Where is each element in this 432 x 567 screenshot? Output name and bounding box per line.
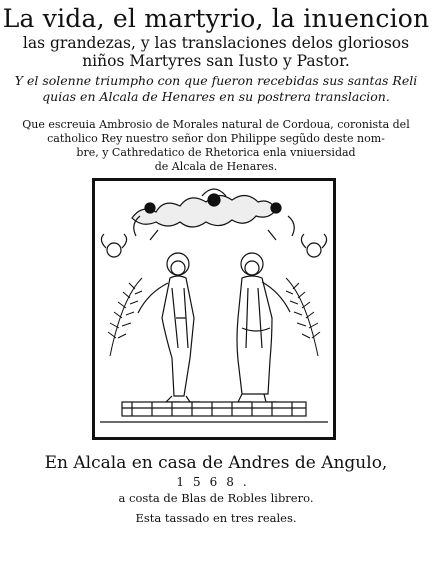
woodcut-illustration [92, 178, 336, 440]
title-line-2: las grandezas, y las translaciones delos gloriosos [22, 34, 410, 52]
author-line-4: de Alcala de Henares. [154, 160, 278, 173]
author-line-1: Que escreuia Ambrosio de Morales natural de Cordoua, coronista del [22, 118, 410, 131]
imprint-price: Esta tassado en tres reales. [135, 511, 297, 525]
author-line-3: bre, y Cathredatico de Rhetorica enla vniuersidad [76, 146, 356, 159]
title-line-3: niños Martyres san Iusto y Pastor. [82, 52, 350, 70]
subtitle-line-1: Y el solenne triumpho con que fueron recebidas sus santas Reli [14, 73, 418, 88]
author-line-2: catholico Rey nuestro señor don Philippe segũdo deste nom- [47, 132, 385, 145]
imprint-year: 1568. [176, 475, 256, 489]
subtitle-line-2: quias en Alcala de Henares en su postrera translacion. [42, 89, 390, 104]
imprint-cost: a costa de Blas de Robles librero. [118, 491, 314, 505]
imprint-place: En Alcala en casa de Andres de Angulo, [44, 453, 388, 473]
title-line-1: La vida, el martyrio, la inuencion [2, 4, 430, 33]
